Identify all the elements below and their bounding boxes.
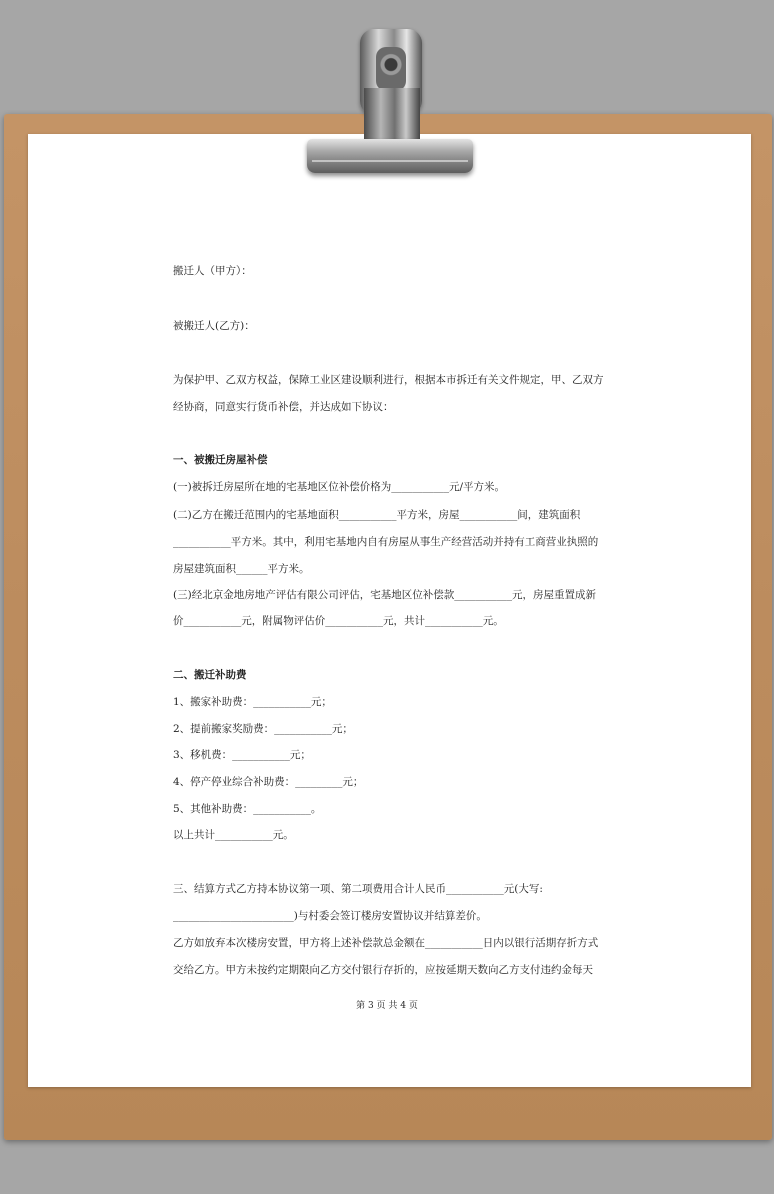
- intro-line-2: 经协商，同意实行货币补偿，并达成如下协议：: [173, 401, 394, 413]
- section-2-item-5: 5、其他补助费：___________。: [173, 803, 322, 815]
- section-2-item-2: 2、提前搬家奖励费：___________元；: [173, 723, 353, 735]
- section-1-line-1: (一)被拆迁房屋所在地的宅基地区位补偿价格为___________元/平方米。: [173, 481, 505, 493]
- page-number: 第 3 页 共 4 页: [356, 1001, 418, 1011]
- section-1-line-5: (三)经北京金地房地产评估有限公司评估，宅基地区位补偿款___________元，房屋重置成新: [173, 589, 596, 601]
- section-3-line-1: 三、结算方式乙方持本协议第一项、第二项费用合计人民币___________元(大写:: [173, 883, 543, 895]
- section-3-line-2: _______________________)与村委会签订楼房安置协议并结算差价。: [173, 910, 487, 922]
- binder-clip-base: [307, 139, 473, 173]
- binder-clip-neck: [364, 88, 420, 142]
- section-1-heading: 一、被搬迁房屋补偿: [173, 454, 268, 466]
- section-3-line-3: 乙方如放弃本次楼房安置，甲方将上述补偿款总金额在___________日内以银行活期存折方式: [173, 937, 599, 949]
- intro-line-1: 为保护甲、乙双方权益，保障工业区建设顺利进行，根据本市拆迁有关文件规定，甲、乙双方: [173, 374, 604, 386]
- section-2-total: 以上共计___________元。: [173, 829, 294, 841]
- section-3-line-4: 交给乙方。甲方未按约定期限向乙方交付银行存折的，应按延期天数向乙方支付违约金每天: [173, 964, 593, 976]
- section-2-item-3: 3、移机费：___________元；: [173, 749, 311, 761]
- party-a-label: 搬迁人（甲方）：: [173, 265, 252, 277]
- section-1-line-4: 房屋建筑面积______平方米。: [173, 563, 310, 575]
- section-2-item-4: 4、停产停业综合补助费：_________元；: [173, 776, 364, 788]
- section-1-line-3: ___________平方米。其中，利用宅基地内自有房屋从事生产经营活动并持有工商营业执照的: [173, 536, 599, 548]
- section-2-item-1: 1、搬家补助费：___________元；: [173, 696, 332, 708]
- section-2-heading: 二、搬迁补助费: [173, 669, 247, 681]
- party-b-label: 被搬迁人(乙方)：: [173, 320, 255, 332]
- binder-clip-hole: [376, 47, 406, 91]
- section-1-line-6: 价___________元，附属物评估价___________元，共计___________元。: [173, 615, 504, 627]
- binder-clip-highlight: [312, 160, 468, 162]
- section-1-line-2: (二)乙方在搬迁范围内的宅基地面积___________平方米，房屋___________间，建筑面积: [173, 509, 581, 521]
